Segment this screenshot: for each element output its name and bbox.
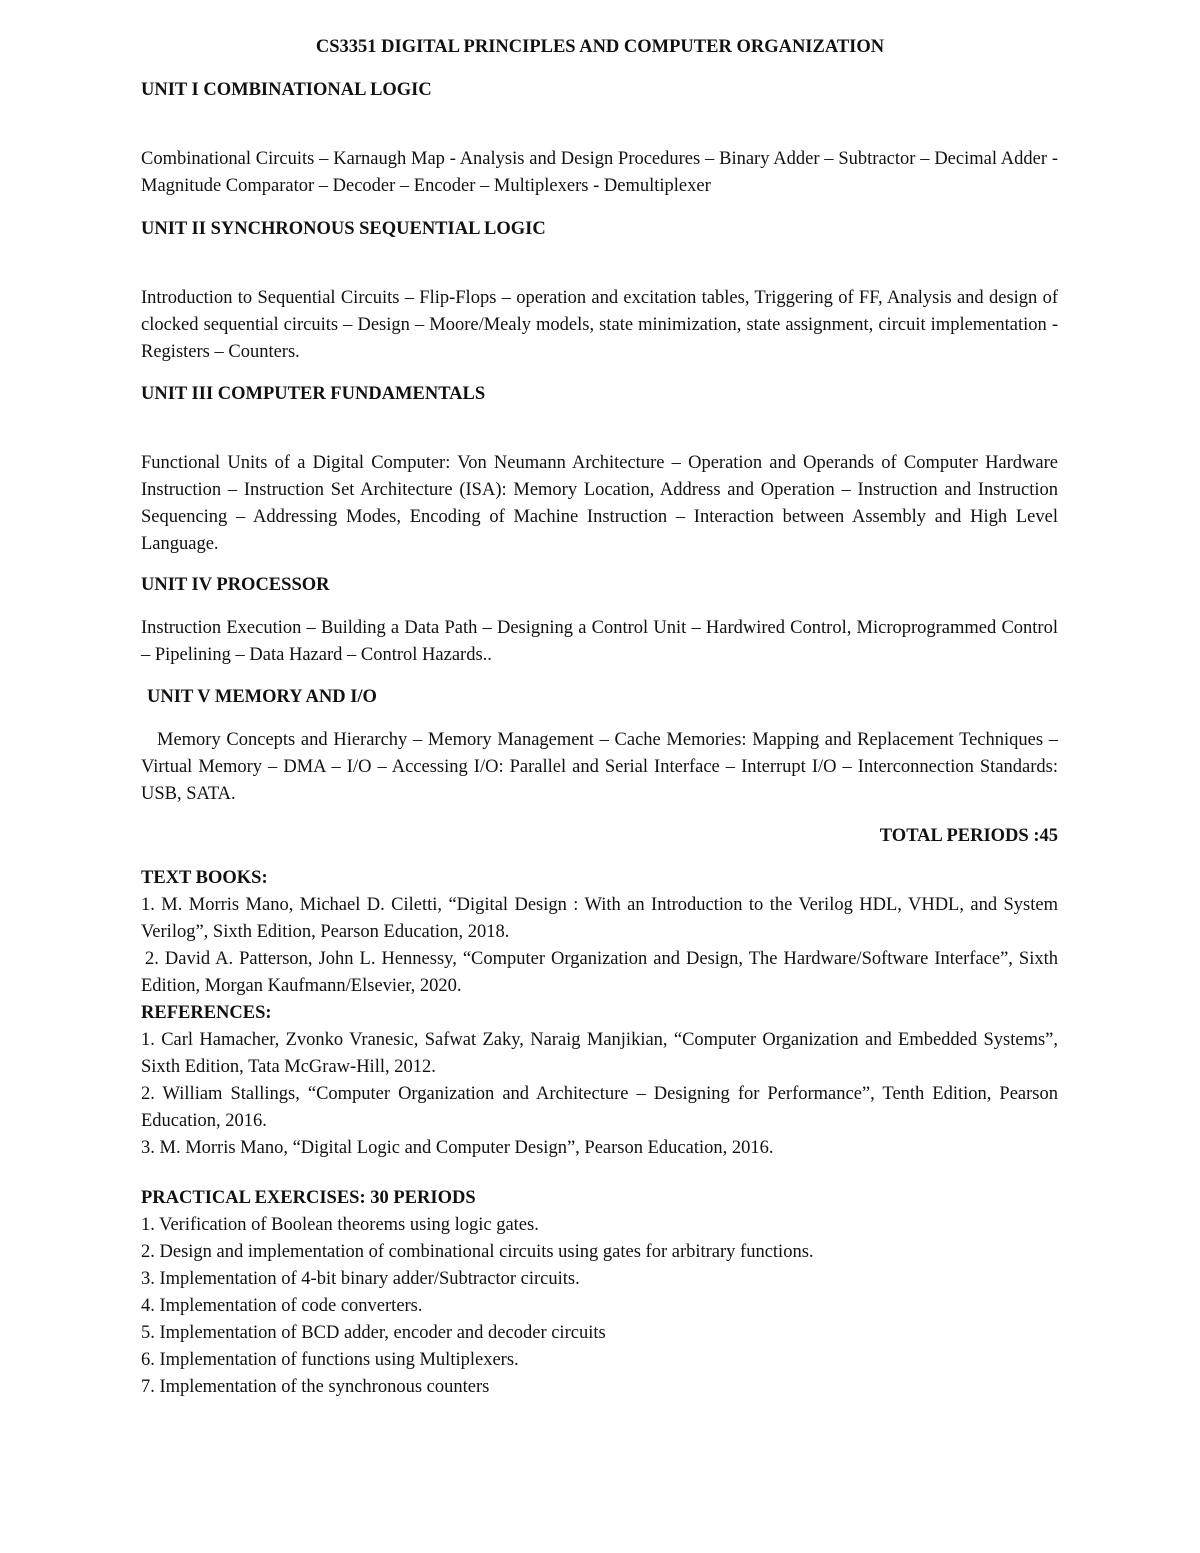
unit-4-heading: UNIT IV PROCESSOR bbox=[141, 575, 330, 595]
unit-2-body-block bbox=[141, 285, 1058, 366]
text-book-item: 2. David A. Patterson, John L. Hennessy, “Computer Organization and Design, The Hardware/Software Interface”, Sixth Edition, Morgan Kaufmann/Elsevier, 2020. bbox=[141, 949, 1058, 996]
unit-5-body: Memory Concepts and Hierarchy – Memory Management – Cache Memories: Mapping and Replacement Techniques – Virtual Memory – DMA – I/O – Accessing I/O: Parallel and Serial Interface – Interrupt I/O – Interconnection Standards: USB, SATA. bbox=[141, 730, 1058, 804]
reference-item: 3. M. Morris Mano, “Digital Logic and Computer Design”, Pearson Education, 2016. bbox=[141, 1138, 774, 1158]
unit-4-body-block bbox=[141, 615, 1058, 669]
practical-item: 5. Implementation of BCD adder, encoder and decoder circuits bbox=[141, 1323, 606, 1343]
practical-item: 1. Verification of Boolean theorems using logic gates. bbox=[141, 1215, 539, 1235]
practical-section bbox=[141, 1185, 1058, 1401]
total-periods: TOTAL PERIODS :45 bbox=[879, 826, 1058, 846]
unit-5-heading: UNIT V MEMORY AND I/O bbox=[147, 687, 377, 707]
unit-1-heading: UNIT I COMBINATIONAL LOGIC bbox=[141, 80, 432, 100]
practical-item: 4. Implementation of code converters. bbox=[141, 1296, 423, 1316]
unit-3-heading: UNIT III COMPUTER FUNDAMENTALS bbox=[141, 384, 486, 404]
unit-2-body: Introduction to Sequential Circuits – Flip-Flops – operation and excitation tables, Triggering of FF, Analysis and design of clocked sequential circuits – Design – Moore/Mealy models, state minimization, state assignment, circuit implementation - Registers – Counters. bbox=[141, 288, 1058, 362]
practical-item: 3. Implementation of 4-bit binary adder/Subtractor circuits. bbox=[141, 1269, 580, 1289]
unit-4-heading-block bbox=[141, 572, 1058, 599]
unit-5-heading-block bbox=[147, 684, 1058, 711]
reference-item: 1. Carl Hamacher, Zvonko Vranesic, Safwat Zaky, Naraig Manjikian, “Computer Organization and Embedded Systems”, Sixth Edition, Tata McGraw-Hill, 2012. bbox=[141, 1030, 1058, 1077]
practical-item: 7. Implementation of the synchronous counters bbox=[141, 1377, 490, 1397]
unit-2-heading-block bbox=[141, 216, 1058, 243]
unit-3-body: Functional Units of a Digital Computer: Von Neumann Architecture – Operation and Operands of Computer Hardware Instruction – Instruction Set Architecture (ISA): Memory Location, Address and Operation – Instruction and Instruction Sequencing – Addressing Modes, Encoding of Machine Instruction – Interaction between Assembly and High Level Language. bbox=[141, 453, 1058, 554]
unit-3-body-block bbox=[141, 450, 1058, 558]
unit-1-heading-block bbox=[141, 77, 1058, 104]
unit-4-body: Instruction Execution – Building a Data Path – Designing a Control Unit – Hardwired Control, Microprogrammed Control – Pipelining – Data Hazard – Control Hazards.. bbox=[141, 618, 1058, 665]
unit-2-heading: UNIT II SYNCHRONOUS SEQUENTIAL LOGIC bbox=[141, 219, 546, 239]
practical-item: 6. Implementation of functions using Multiplexers. bbox=[141, 1350, 519, 1370]
text-book-item: 1. M. Morris Mano, Michael D. Ciletti, “Digital Design : With an Introduction to the Verilog HDL, VHDL, and System Verilog”, Sixth Edition, Pearson Education, 2018. bbox=[141, 895, 1058, 942]
text-books-heading: TEXT BOOKS: bbox=[141, 868, 268, 888]
reference-item: 2. William Stallings, “Computer Organization and Architecture – Designing for Performance”, Tenth Edition, Pearson Education, 2016. bbox=[141, 1084, 1058, 1131]
course-title: CS3351 DIGITAL PRINCIPLES AND COMPUTER ORGANIZATION bbox=[315, 37, 885, 57]
practical-item: 2. Design and implementation of combinational circuits using gates for arbitrary functions. bbox=[141, 1242, 814, 1262]
unit-3-heading-block bbox=[141, 381, 1058, 408]
unit-5-body-block bbox=[141, 727, 1058, 808]
references-heading: REFERENCES: bbox=[141, 1003, 272, 1023]
practical-heading: PRACTICAL EXERCISES: 30 PERIODS bbox=[141, 1188, 476, 1208]
unit-1-body-block bbox=[141, 146, 1058, 200]
text-books-section bbox=[141, 865, 1058, 1162]
unit-1-body: Combinational Circuits – Karnaugh Map - Analysis and Design Procedures – Binary Adder – Subtractor – Decimal Adder - Magnitude Comparator – Decoder – Encoder – Multiplexers - Demultiplexer bbox=[141, 149, 1058, 196]
